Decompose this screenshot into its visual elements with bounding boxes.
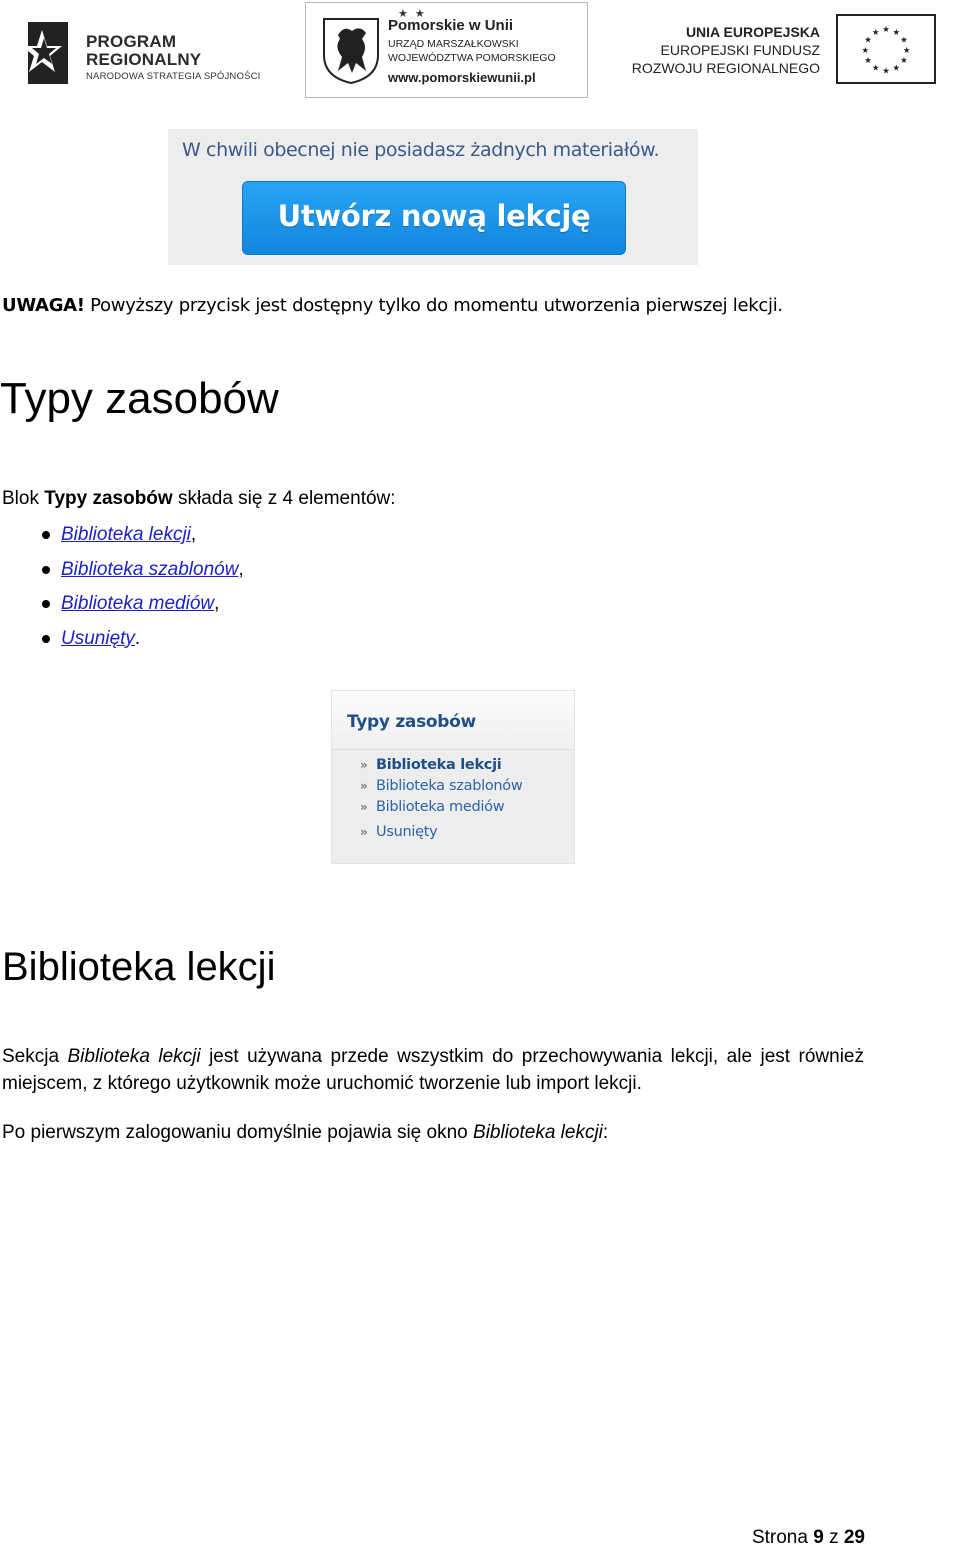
panel-item-biblioteka-szablonow[interactable] [360,778,522,799]
svg-text:★: ★ [871,62,880,73]
resource-types-panel-screenshot [331,690,575,864]
svg-text:★: ★ [900,55,908,66]
create-new-lesson-button[interactable]: Utwórz nową lekcję [242,181,626,255]
griffin-crest-icon [322,17,380,85]
list-item [40,590,244,625]
para1-suffix: jest używana przede wszystkim do przechowywania lekcji, ale jest również miejscem, z którego użytkownik może uruchomić tworzenie lub import lekcji. [2,1046,864,1094]
section-heading-typy-zasobow: Typy zasobów [0,374,279,423]
paragraph-po-zalogowaniu [2,1121,608,1145]
paragraph-sekcja [2,1043,864,1097]
ue-line1: UNIA EUROPEJSKA [685,24,820,40]
list-item [40,521,244,556]
pomorskie-stars: ★ ★ [398,8,427,20]
para1-prefix: Sekcja [2,1046,68,1067]
svg-text:★: ★ [900,34,908,45]
pomorskie-line1: Pomorskie w Unii [388,17,514,34]
no-materials-screenshot [168,129,698,265]
link-biblioteka-mediow[interactable]: Biblioteka mediów [61,593,215,615]
panel-item-label: Biblioteka lekcji [376,757,502,773]
program-line3: NARODOWA STRATEGIA SPÓJNOŚCI [86,71,261,82]
section-intro [2,487,396,511]
list-item [40,625,244,660]
arrow-icon: » [360,825,368,839]
ue-logo [631,14,940,86]
panel-item-biblioteka-mediow[interactable] [360,799,522,820]
arrow-icon: » [360,758,368,772]
para2-prefix: Po pierwszym zalogowaniu domyślnie pojawia się okno [2,1122,474,1143]
arrow-icon: » [360,800,368,814]
svg-text:★: ★ [861,44,870,55]
list-sep: , [238,558,244,580]
eu-flag-icon [836,14,936,84]
bullet-icon [42,600,50,608]
ue-line2: EUROPEJSKI FUNDUSZ [660,42,820,58]
warning-text: Powyższy przycisk jest dostępny tylko do momentu utworzenia pierwszej lekcji. [84,295,783,316]
arrow-icon: » [360,779,368,793]
intro-prefix: Blok [2,488,45,509]
svg-text:★: ★ [902,44,911,55]
para2-suffix: : [602,1122,609,1143]
panel-item-label: Biblioteka mediów [376,799,505,815]
warning-label: UWAGA! [2,295,85,316]
panel-menu [360,757,522,845]
list-sep: . [134,627,141,649]
bullet-icon [42,635,50,643]
ue-line3: ROZWOJU REGIONALNEGO [631,60,820,76]
para2-italic: Biblioteka lekcji [473,1122,603,1143]
svg-text:★: ★ [864,34,872,45]
program-regionalny-logo [22,14,261,88]
svg-text:★: ★ [871,26,880,37]
warning-note [2,294,783,318]
program-line1: PROGRAM [86,32,177,51]
pomorskie-logo [305,2,588,98]
list-sep: , [190,524,197,545]
link-biblioteka-lekcji[interactable]: Biblioteka lekcji [61,524,191,545]
para1-italic: Biblioteka lekcji [67,1046,201,1067]
link-usuniety[interactable]: Usunięty [61,627,135,649]
program-regionalny-star-icon [22,16,72,86]
panel-item-label: Biblioteka szablonów [376,778,523,794]
pomorskie-line3: WOJEWÓDZTWA POMORSKIEGO [388,52,556,64]
page-number [752,1527,865,1549]
svg-text:★: ★ [864,55,872,66]
svg-text:★: ★ [892,26,901,37]
pomorskie-url: www.pomorskiewunii.pl [388,70,536,85]
bullet-icon [42,531,50,539]
page-total: 29 [843,1527,865,1548]
intro-suffix: składa się z 4 elementów: [172,488,396,509]
panel-item-biblioteka-lekcji[interactable] [360,757,522,778]
program-line2: REGIONALNY [86,50,202,69]
resource-types-list [40,521,244,659]
bullet-icon [42,566,50,574]
page-prefix: Strona [751,1527,814,1548]
list-item [40,556,244,591]
panel-item-label: Usunięty [376,824,438,840]
section-heading-biblioteka-lekcji: Biblioteka lekcji [2,945,276,989]
pomorskie-line2: URZĄD MARSZAŁKOWSKI [388,38,519,50]
page-current: 9 [813,1527,824,1548]
svg-text:★: ★ [882,65,890,76]
link-biblioteka-szablonow[interactable]: Biblioteka szablonów [61,558,239,580]
panel-title: Typy zasobów [347,712,476,732]
page-middle: z [823,1527,844,1548]
no-materials-message: W chwili obecnej nie posiadasz żadnych materiałów. [182,139,660,161]
list-sep: , [214,593,220,615]
svg-text:★: ★ [882,24,890,35]
panel-item-usuniety[interactable] [360,824,522,845]
svg-text:★: ★ [892,62,901,73]
intro-bold: Typy zasobów [44,488,173,509]
